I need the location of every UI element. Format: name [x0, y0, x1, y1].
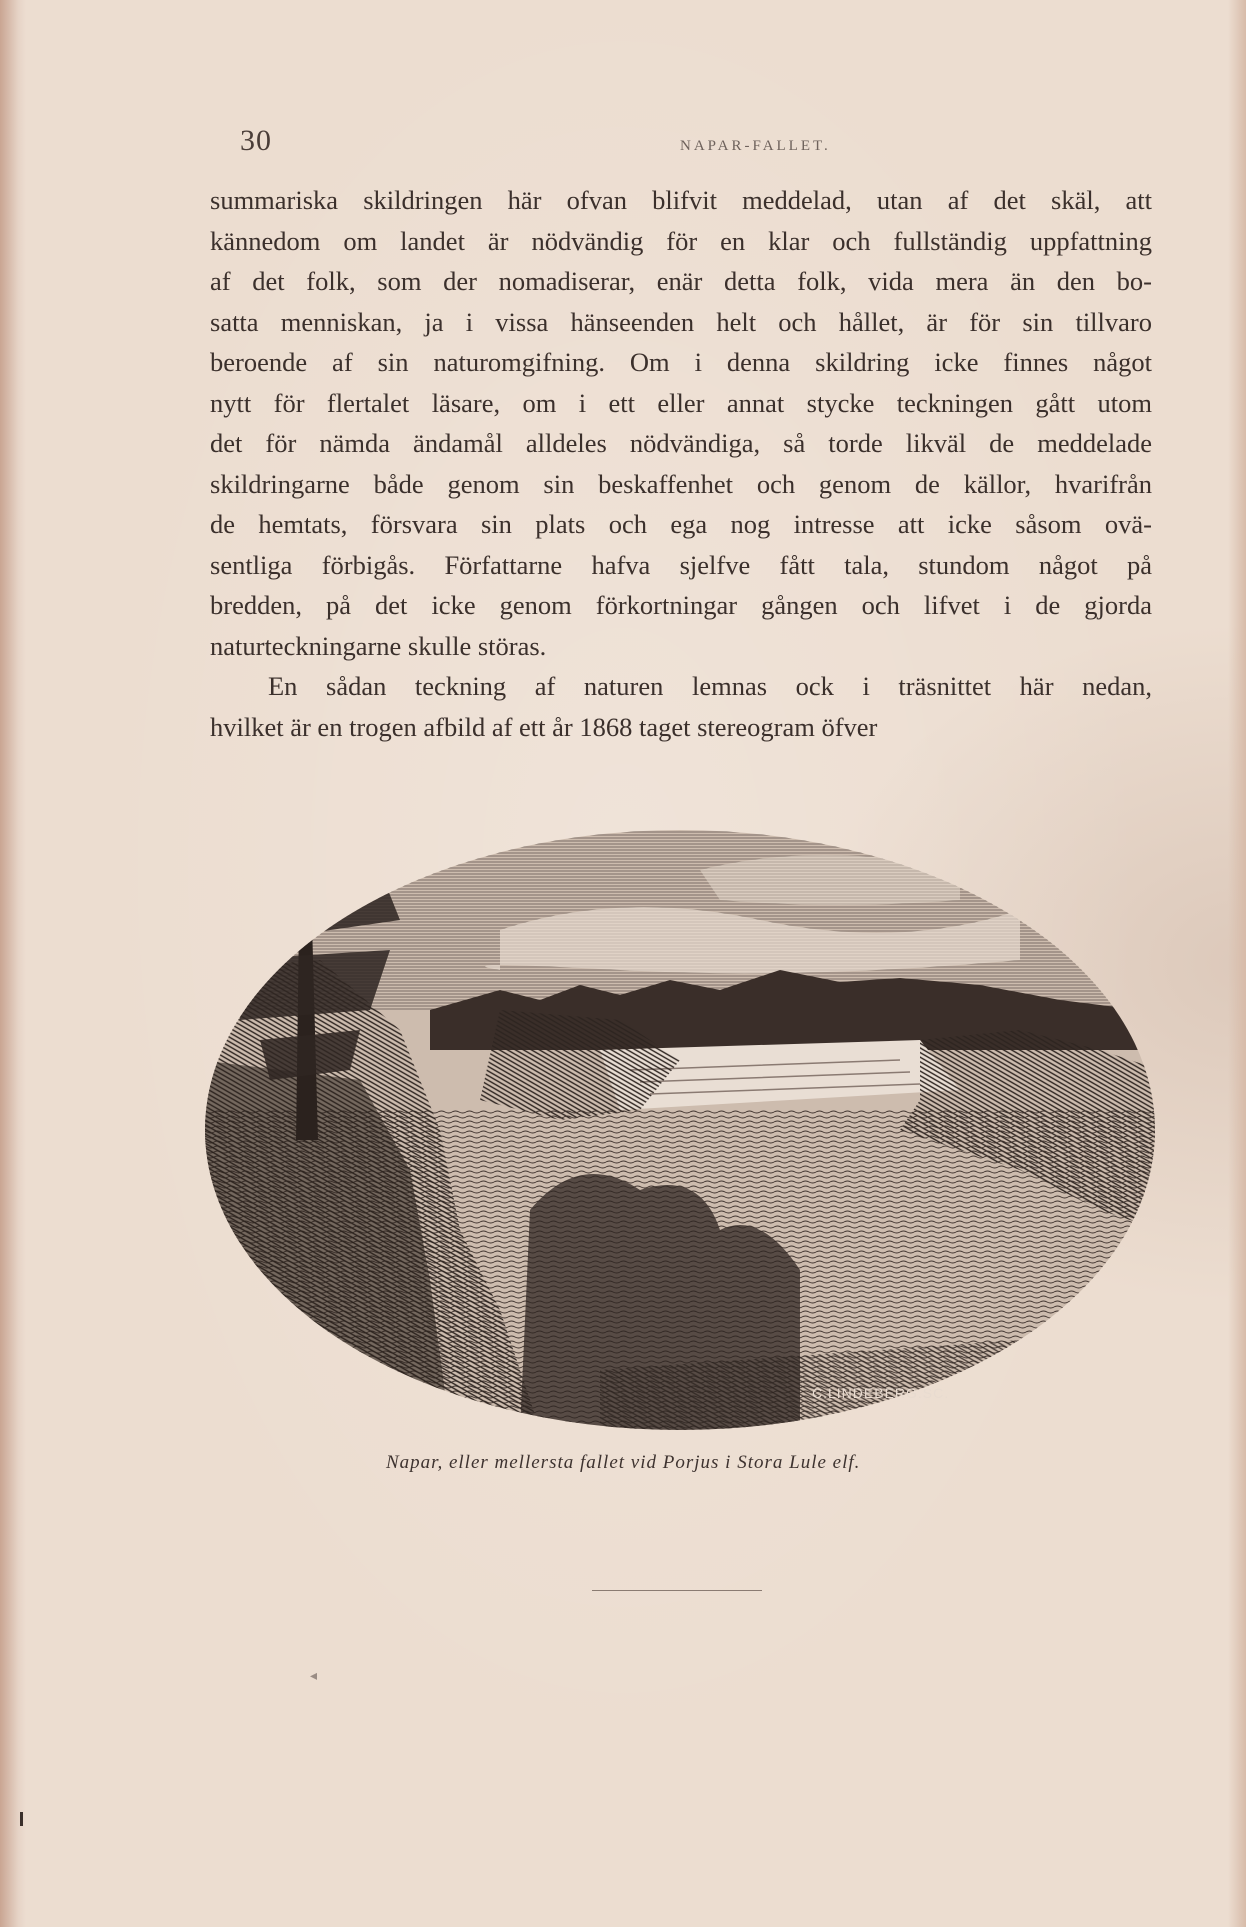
body-text: [210, 180, 1152, 747]
text-line: nytt för flertalet läsare, om i ett eller annat stycke teckningen gått utom: [210, 387, 1152, 418]
page-edge-right: [1228, 0, 1246, 1927]
text-line: skildringarne både genom sin beskaffenhet och genom de källor, hvarifrån: [210, 468, 1152, 499]
figure-caption: Napar, eller mellersta fallet vid Porjus i Stora Lule elf.: [386, 1452, 861, 1473]
page-edge-left: [0, 0, 26, 1927]
text-line: sentliga förbigås. Författarne hafva sjelfve fått tala, stundom något på: [210, 549, 1152, 580]
paragraph-2: [210, 666, 1152, 747]
stray-mark: [20, 1812, 23, 1826]
cloud: [700, 855, 960, 905]
text-line: kännedom om landet är nödvändig för en klar och fullständig uppfattning: [210, 225, 1152, 256]
paragraph-1: [210, 180, 1152, 666]
text-line: summariska skildringen här ofvan blifvit meddelad, utan af det skäl, att: [210, 185, 1152, 215]
text-line: det för nämda ändamål alldeles nödvändiga, så torde likväl de meddelade: [210, 428, 1152, 458]
page-number: 30: [240, 124, 272, 157]
text-line: naturteckningarne skulle störas.: [210, 630, 547, 661]
divider-rule: [592, 1590, 762, 1591]
text-line: af det folk, som der nomadiserar, enär detta folk, vida mera än den bo-: [210, 266, 1152, 296]
running-title: NAPAR-FALLET.: [680, 138, 831, 154]
text-line: bredden, på det icke genom förkortningar gången och lifvet i de gjorda: [210, 590, 1152, 620]
stray-mark: ◂: [310, 1668, 318, 1684]
text-line: de hemtats, försvara sin plats och ega nog intresse att icke såsom ovä-: [210, 509, 1152, 539]
text-line: beroende af sin naturomgifning. Om i denna skildring icke finnes något: [210, 347, 1152, 377]
engraver-signature: C.LINDEBERG.SC.: [812, 1385, 950, 1401]
text-line: hvilket är en trogen afbild af ett år 1868 taget stereogram öfver: [210, 711, 878, 742]
text-line: En sådan teckning af naturen lemnas ock i träsnittet här nedan,: [268, 671, 1152, 701]
waterfall-engraving: [200, 810, 1160, 1430]
running-head: [240, 124, 1028, 164]
text-line: satta menniskan, ja i vissa hänseenden helt och hållet, är för sin tillvaro: [210, 306, 1152, 337]
